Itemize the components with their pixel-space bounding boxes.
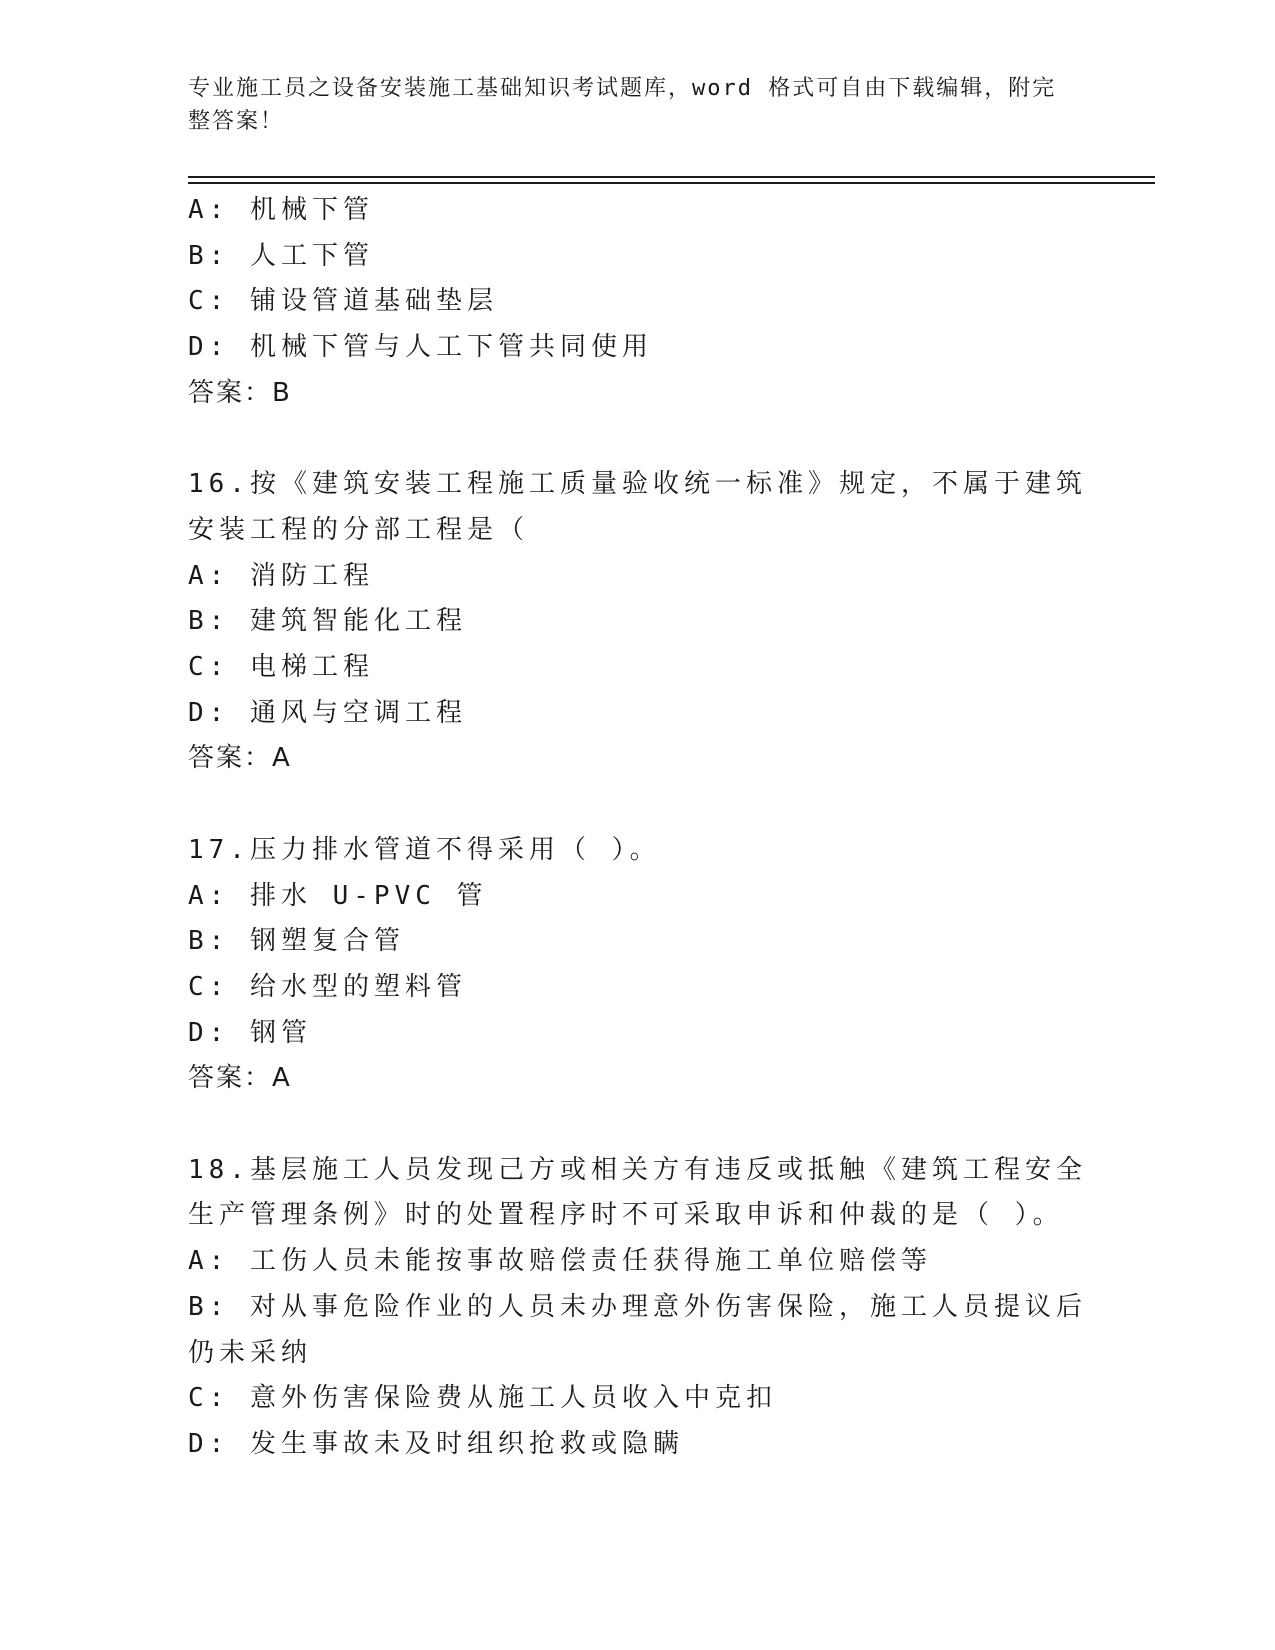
question-18-block [188,1148,1088,1468]
option-c: C: 给水型的塑料管 [188,971,467,1002]
spacer [188,1102,1088,1148]
option-c: C: 铺设管道基础垫层 [188,286,498,317]
option-b: B: 人工下管 [188,240,374,271]
option-c: C: 电梯工程 [188,652,374,683]
header-rule-bottom [188,182,1155,184]
question-list [188,188,1088,1468]
answer-label: 答案：A [188,743,292,774]
document-header: 专业施工员之设备安装施工基础知识考试题库，word 格式可自由下载编辑，附完整答案！ [188,76,1057,134]
question-text: 16.按《建筑安装工程施工质量验收统一标准》规定，不属于建筑安装工程的分部工程是（ [188,469,1087,545]
answer-label: 答案：A [188,1063,292,1094]
question-text: 17.压力排水管道不得采用（ ）。 [188,834,661,865]
question-15-block [188,188,1088,417]
option-b: B: 建筑智能化工程 [188,606,467,637]
option-a: A: 排水 U-PVC 管 [188,880,488,911]
option-d: D: 钢管 [188,1017,312,1048]
option-d: D: 机械下管与人工下管共同使用 [188,332,653,363]
option-c: C: 意外伤害保险费从施工人员收入中克扣 [188,1383,777,1414]
spacer [188,417,1088,463]
question-16-block [188,462,1088,782]
answer-label: 答案：B [188,377,292,408]
question-text: 18.基层施工人员发现己方或相关方有违反或抵触《建筑工程安全生产管理条例》时的处置程序时不可采取申诉和仲裁的是（ ）。 [188,1154,1087,1231]
spacer [188,782,1088,828]
option-d: D: 通风与空调工程 [188,697,467,728]
option-b: B: 对从事危险作业的人员未办理意外伤害保险，施工人员提议后仍未采纳 [188,1291,1087,1368]
option-a: A: 机械下管 [188,195,374,225]
option-a: A: 工伤人员未能按事故赔偿责任获得施工单位赔偿等 [188,1246,932,1277]
header-rule-top [188,176,1155,178]
option-b: B: 钢塑复合管 [188,926,405,957]
option-a: A: 消防工程 [188,560,374,591]
option-d: D: 发生事故未及时组织抢救或隐瞒 [188,1428,684,1459]
question-17-block [188,828,1088,1102]
